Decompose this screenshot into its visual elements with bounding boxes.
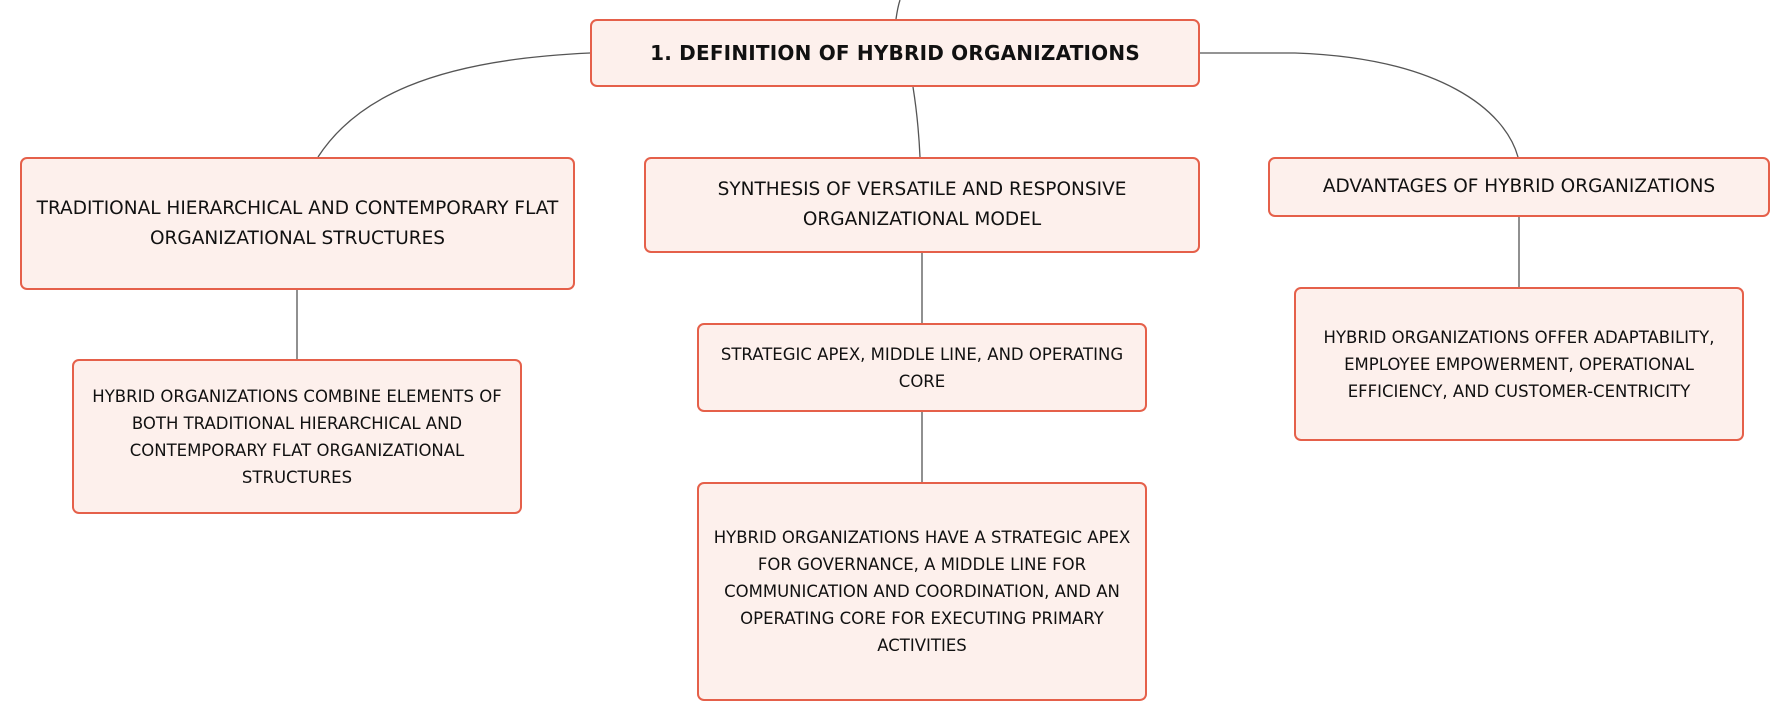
detail-label-advantages-list: HYBRID ORGANIZATIONS OFFER ADAPTABILITY, EMPLOYEE EMPOWERMENT, OPERATIONAL EFFICIENCY, AND CUSTOMER-CENTRICITY [1323, 327, 1715, 401]
detail-node-combine-elements[interactable] [72, 359, 522, 514]
subtopic-node-advantages[interactable] [1268, 157, 1770, 217]
detail-node-apex-line-core[interactable] [697, 323, 1147, 412]
detail-label-apex-description: HYBRID ORGANIZATIONS HAVE A STRATEGIC APEX FOR GOVERNANCE, A MIDDLE LINE FOR COMMUNICATION AND COORDINATION, AND AN OPERATING CORE FOR EXECUTING PRIMARY ACTIVITIES [713, 528, 1131, 655]
subtopic-label-synthesis: SYNTHESIS OF VERSATILE AND RESPONSIVE ORGANIZATIONAL MODEL [717, 179, 1127, 230]
connector-to-parent [896, 0, 900, 19]
connector-root-to-right [1200, 53, 1518, 157]
subtopic-label-advantages: ADVANTAGES OF HYBRID ORGANIZATIONS [1322, 176, 1716, 197]
subtopic-label-structures: TRADITIONAL HIERARCHICAL AND CONTEMPORARY FLAT ORGANIZATIONAL STRUCTURES [36, 197, 559, 249]
detail-node-advantages-list[interactable] [1294, 287, 1744, 441]
subtopic-node-synthesis[interactable] [644, 157, 1200, 253]
detail-label-combine-elements: HYBRID ORGANIZATIONS COMBINE ELEMENTS OF BOTH TRADITIONAL HIERARCHICAL AND CONTEMPORARY FLAT ORGANIZATIONAL STRUCTURES [92, 386, 502, 487]
root-topic-node[interactable] [590, 19, 1200, 87]
connector-root-to-middle [913, 87, 920, 157]
connector-root-to-left [318, 53, 590, 157]
detail-node-apex-description[interactable] [697, 482, 1147, 701]
root-topic-label: 1. DEFINITION OF HYBRID ORGANIZATIONS [650, 41, 1140, 65]
subtopic-node-structures[interactable] [20, 157, 575, 290]
detail-label-apex-line-core: STRATEGIC APEX, MIDDLE LINE, AND OPERATING CORE [720, 344, 1124, 391]
